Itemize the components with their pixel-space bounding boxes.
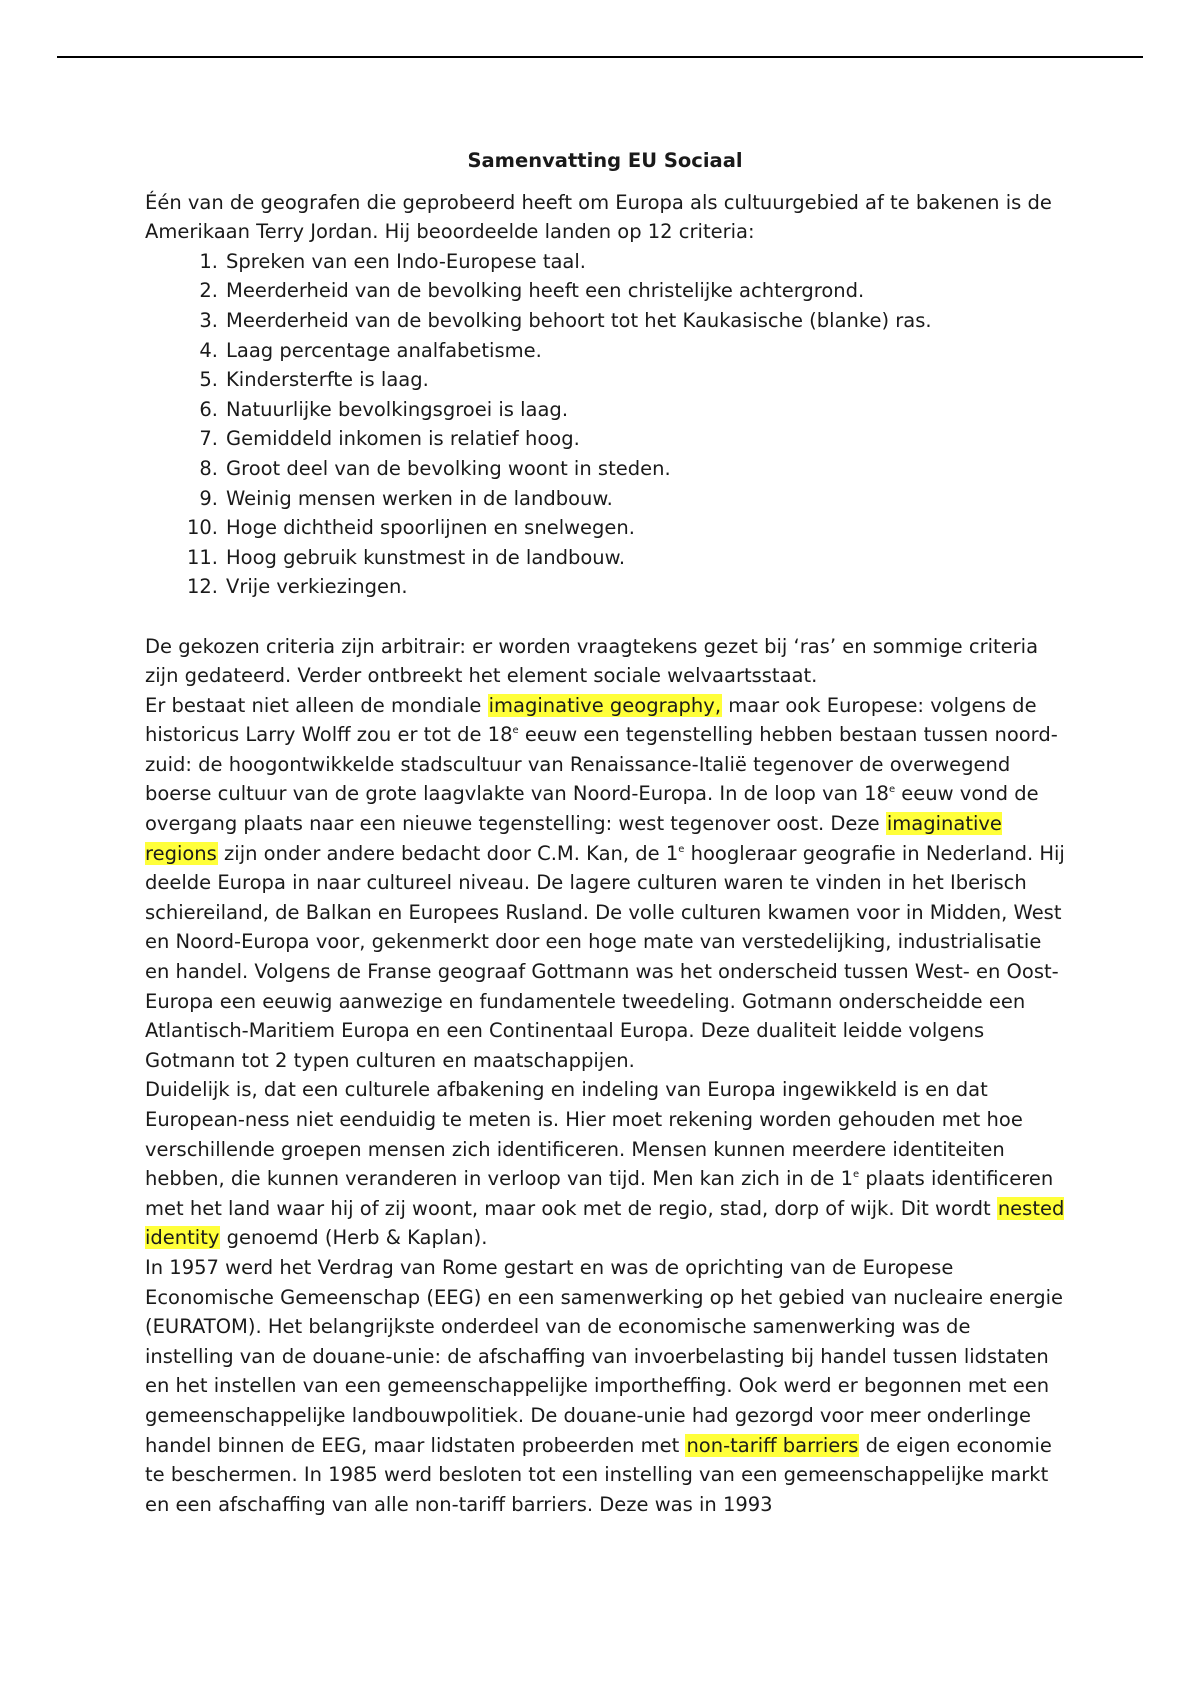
criteria-list <box>145 247 1065 602</box>
list-item <box>182 572 1065 602</box>
list-item <box>182 454 1065 484</box>
superscript: e <box>852 1169 860 1181</box>
list-item <box>182 336 1065 366</box>
list-number: 7. <box>199 427 218 451</box>
list-number: 8. <box>199 456 218 480</box>
list-number: 6. <box>199 397 218 421</box>
list-item <box>182 484 1065 514</box>
list-text: Weinig mensen werken in de landbouw. <box>226 486 613 510</box>
list-text: Vrije verkiezingen. <box>226 575 408 599</box>
list-number: 9. <box>199 486 218 510</box>
list-number: 11. <box>186 545 218 569</box>
list-item <box>182 424 1065 454</box>
list-item <box>182 247 1065 277</box>
list-text: Natuurlijke bevolkingsgroei is laag. <box>226 397 569 421</box>
treaty-of-rome-paragraph <box>145 1253 1065 1519</box>
list-number: 1. <box>199 249 218 273</box>
list-text: Meerderheid van de bevolking heeft een christelijke achtergrond. <box>226 279 865 303</box>
list-number: 3. <box>199 308 218 332</box>
superscript: e <box>678 843 685 855</box>
text-run: Duidelijk is, dat een culturele afbakening en indeling van Europa ingewikkeld is en dat European-ness niet eenduidig te meten is. Hier moet rekening worden gehouden met hoe verschillende groepen mensen zich identificeren. Mensen kunnen meerdere identiteiten hebben, die kunnen veranderen in verloop van tijd. Men kan zich in de 1 <box>145 1078 1023 1191</box>
list-number: 2. <box>199 279 218 303</box>
list-item <box>182 513 1065 543</box>
text-run: maar ook Europese: volgens de historicus Larry Wolff zou er tot de 18 <box>145 693 1037 747</box>
list-number: 4. <box>199 338 218 362</box>
list-number: 10. <box>186 516 218 540</box>
list-text: Laag percentage analfabetisme. <box>226 338 542 362</box>
text-run: de eigen economie te beschermen. In 1985 werd besloten tot een instelling van een gemeenschappelijke markt en een afschaffing van alle non-tariff barriers. Deze was in 1993 <box>145 1433 1052 1516</box>
intro-paragraph: Één van de geografen die geprobeerd heeft om Europa als cultuurgebied af te bakenen is de Amerikaan Terry Jordan. Hij beoordeelde landen op 12 criteria: <box>145 190 1052 244</box>
list-text: Hoog gebruik kunstmest in de landbouw. <box>226 545 626 569</box>
text-run: eeuw een tegenstelling hebben bestaan tussen noord-zuid: de hoogontwikkelde stadscultuur van Renaissance-Italië tegenover de overwegend boerse cultuur van de grote laagvlakte van Noord-Europa. In de loop van 18 <box>145 723 1058 806</box>
list-text: Kindersterfte is laag. <box>226 368 429 392</box>
top-rule <box>57 56 1143 58</box>
document-title: Samenvatting EU Sociaal <box>467 149 743 172</box>
text-run: Er bestaat niet alleen de mondiale <box>145 693 488 717</box>
document-body <box>145 146 1065 1519</box>
list-number: 12. <box>186 575 218 599</box>
superscript: e <box>512 725 519 737</box>
text-run: plaats identificeren met het land waar hij of zij woont, maar ook met de regio, stad, dorp of wijk. Dit wordt <box>145 1167 1054 1220</box>
nested-identity-paragraph <box>145 1075 1065 1253</box>
text-run: In 1957 werd het Verdrag van Rome gestart en was de oprichting van de Europese Economische Gemeenschap (EEG) en een samenwerking op het gebied van nucleaire energie (EURATOM). Het belangrijkste onderdeel van de economische samenwerking was de instelling van de douane-unie: de afschaffing van invoerbelasting bij handel tussen lidstaten en het instellen van een gemeenschappelijke importheffing. Ook werd er begonnen met een gemeenschappelijke landbouwpolitiek. De douane-unie had gezorgd voor meer onderlinge handel binnen de EEG, maar lidstaten probeerden met <box>145 1255 1063 1457</box>
superscript: e <box>888 784 896 796</box>
imaginative-geography-paragraph <box>145 691 1065 1076</box>
text-run: hoogleraar geografie in Nederland. Hij deelde Europa in naar cultureel niveau. De lagere culturen waren te vinden in het Iberisch schiereiland, de Balkan en Europees Rusland. De volle culturen kwamen voor in Midden, West en Noord-Europa voor, gekenmerkt door een hoge mate van verstedelijking, industrialisatie en handel. Volgens de Franse geograaf Gottmann was het onderscheid tussen West- en Oost-Europa een eeuwig aanwezige en fundamentele tweedeling. Gotmann onderscheidde een Atlantisch-Maritiem Europa en een Continentaal Europa. Deze dualiteit leidde volgens Gotmann tot 2 typen culturen en maatschappijen. <box>145 841 1065 1072</box>
text-run: zijn onder andere bedacht door C.M. Kan, de 1 <box>217 841 679 865</box>
list-item <box>182 306 1065 336</box>
highlight-imaginative-geography: imaginative geography, <box>488 693 722 717</box>
list-item <box>182 276 1065 306</box>
list-item <box>182 543 1065 573</box>
list-number: 5. <box>199 368 218 392</box>
paragraph-spacer <box>145 602 1065 632</box>
list-text: Hoge dichtheid spoorlijnen en snelwegen. <box>226 516 635 540</box>
list-text: Meerderheid van de bevolking behoort tot het Kaukasische (blanke) ras. <box>226 308 932 332</box>
highlight-imaginative-regions: imaginative regions <box>145 812 1002 865</box>
list-item <box>182 395 1065 425</box>
criteria-critique-paragraph: De gekozen criteria zijn arbitrair: er worden vraagtekens gezet bij ‘ras’ en sommige criteria zijn gedateerd. Verder ontbreekt het element sociale welvaartsstaat. <box>145 634 1039 688</box>
list-item <box>182 365 1065 395</box>
text-run: genoemd (Herb & Kaplan). <box>220 1226 488 1250</box>
highlight-nested-identity: nested identity <box>145 1196 1065 1250</box>
text-run: eeuw vond de overgang plaats naar een nieuwe tegenstelling: west tegenover oost. Deze <box>145 782 1039 836</box>
highlight-non-tariff-barriers: non-tariff barriers <box>686 1433 859 1457</box>
list-text: Spreken van een Indo-Europese taal. <box>226 249 586 273</box>
list-text: Groot deel van de bevolking woont in steden. <box>226 456 671 480</box>
list-text: Gemiddeld inkomen is relatief hoog. <box>226 427 580 451</box>
